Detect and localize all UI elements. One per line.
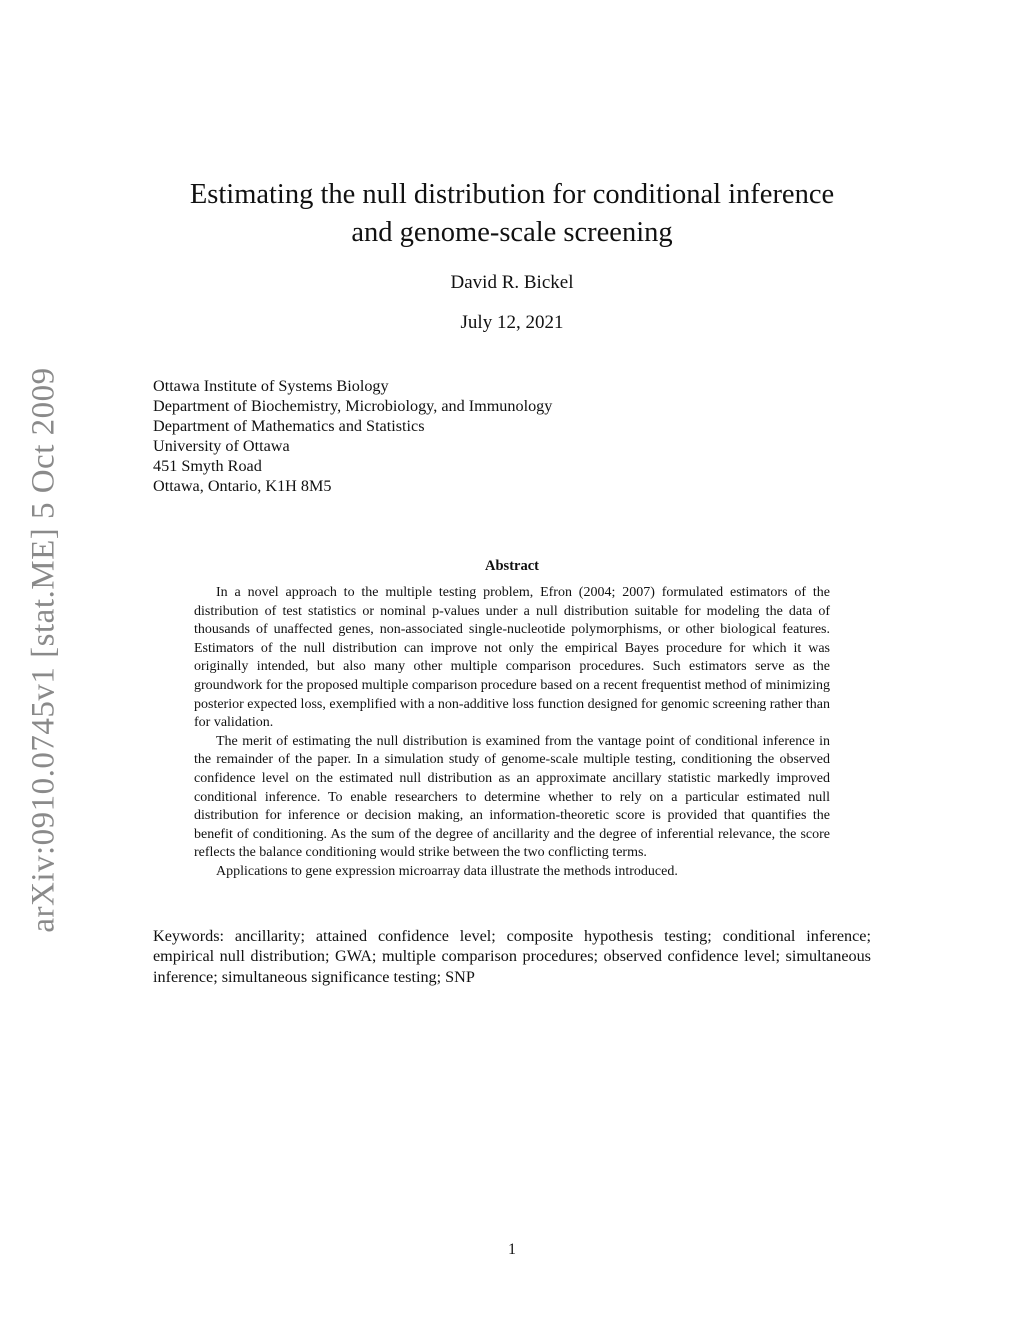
keywords: Keywords: ancillarity; attained confidence level; composite hypothesis testing; conditional inference; empirical null distribution; GWA; multiple comparison procedures; observed confidence level; simultaneous inference; simultaneous significance testing; SNP <box>153 927 871 986</box>
affiliation-block <box>153 376 552 496</box>
page-number: 1 <box>508 1241 516 1258</box>
affiliation-line: Department of Mathematics and Statistics <box>153 417 425 435</box>
affiliation-line: Ottawa Institute of Systems Biology <box>153 377 389 395</box>
abstract-heading: Abstract <box>485 558 539 574</box>
abstract-paragraph: Applications to gene expression microarray data illustrate the methods introduced. <box>216 863 678 879</box>
arxiv-identifier: arXiv:0910.0745v1 [stat.ME] 5 Oct 2009 <box>25 367 62 933</box>
paper-date: July 12, 2021 <box>460 312 564 333</box>
abstract-paragraph: In a novel approach to the multiple testing problem, Efron (2004; 2007) formulated estimators of the distribution of test statistics or nominal p-values under a null distribution suitable for modeling the data of thousands of unaffected genes, non-associated single-nucleotide polymorphisms, or other biological features. Estimators of the null distribution can improve not only the empirical Bayes procedure for which it was originally intended, but also many other multiple comparison procedures. Such estimators serve as the groundwork for the proposed multiple comparison procedure based on a recent frequentist method of minimizing posterior expected loss, exemplified with a non-additive loss function designed for genomic screening rather than for validation. <box>194 585 830 731</box>
paper-title-line-1: Estimating the null distribution for conditional inference <box>189 179 835 210</box>
affiliation-line: University of Ottawa <box>153 437 290 455</box>
paper-title <box>150 176 874 252</box>
paper-title-line-2: and genome-scale screening <box>351 217 673 248</box>
author-name: David R. Bickel <box>450 272 574 293</box>
affiliation-line: Ottawa, Ontario, K1H 8M5 <box>153 477 332 495</box>
abstract-body <box>194 584 830 882</box>
affiliation-line: 451 Smyth Road <box>153 457 262 475</box>
affiliation-line: Department of Biochemistry, Microbiology, and Immunology <box>153 397 553 415</box>
abstract-paragraph: The merit of estimating the null distribution is examined from the vantage point of conditional inference in the remainder of the paper. In a simulation study of genome-scale multiple testing, conditioning the observed confidence level on the estimated null distribution as an approximate ancillary statistic markedly improved conditional inference. To enable researchers to determine whether to rely on a particular estimated null distribution for inference or decision making, an information-theoretic score is provided that quantifies the benefit of conditioning. As the sum of the degree of ancillarity and the degree of inferential relevance, the score reflects the balance conditioning would strike between the two conflicting terms. <box>194 733 830 861</box>
